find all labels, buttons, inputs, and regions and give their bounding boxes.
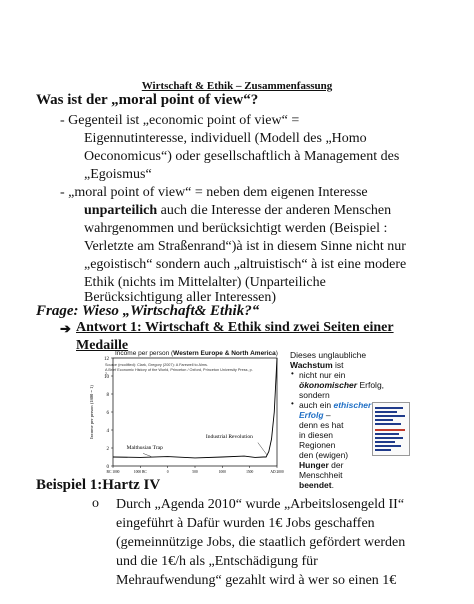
arrow-icon: ➔ [60,321,71,336]
bullet2-line1: - „moral point of view“ = neben dem eigenen Interesse [60,185,368,200]
x-tick-label: 0 [166,470,169,474]
side-b1-line2: ökonomischer Erfolg, [299,380,385,390]
bullet1-line4: „Egoismus“ [84,167,152,182]
y-tick-label: 12 [104,357,109,362]
side-b2-line1: auch ein ethischer [299,400,372,410]
y-tick-label: 4 [106,429,109,434]
y-tick-label: 6 [106,411,109,416]
heading-frage: Frage: Wieso „Wirtschaft& Ethik?“ [36,303,260,319]
antwort-line2: Medaille [76,338,129,353]
bullet1-line2: Eigennutinteresse, individuell (Modell des „Homo [84,131,367,146]
y-tick-label: 10 [104,375,109,380]
bullet2-bold-unparteilich: unparteilich [84,203,158,218]
beispiel-line2: eingeführt à Dafür wurden 1€ Jobs geschaffen [116,516,375,531]
sub-bullet-marker: o [92,496,99,511]
x-tick-label: 1000 [218,470,226,474]
side-b2-line6: den (ewigen) [299,450,349,460]
side-b2-line7: Hunger der [299,460,344,470]
beispiel-line1: Durch „Agenda 2010“ wurde „Arbeitslosengeld II“ [116,497,405,512]
antwort-line1: Antwort 1: Wirtschaft & Ethik sind zwei Seiten einer [76,320,394,335]
x-tick-label: BC 1000 [106,470,120,474]
bullet1-line1: - Gegenteil ist „economic point of view“ = [60,113,300,128]
bullet2-line5: „egoistisch“ sondern auch „altruistisch“ à ist eine modere [84,257,407,272]
annotation-malthusian-trap: Malthusian Trap [126,444,163,451]
side-b2-line5: Regionen [299,440,336,450]
bullet2-line7: Berücksichtigung aller Interessen) [84,290,277,305]
bullet2-line3: wahrgenommen und berücksichtigt werden (Beispiel : [84,221,388,236]
chart-title: Income per person (Western Europe & North America) [115,350,278,357]
side-b2-line8: Menschheit beendet. [299,470,343,490]
y-tick-label: 0 [106,465,109,470]
y-axis-label: Income per person (1800 = 1) [89,385,94,439]
x-tick-label: 500 [192,470,198,474]
x-tick-label: AD 2000 [270,470,284,474]
annotation-pointer-1 [143,453,151,456]
annotation-industrial-revolution: Industrial Revolution [205,434,253,441]
side-ethischer: ethischer [333,400,372,410]
side-b2-line3: denn es hat [299,420,344,430]
income-chart [85,350,285,475]
document-title: Wirtschaft & Ethik – Zusammenfassung [141,80,333,92]
bullet2-line2: unparteilich auch die Interesse der anderen Menschen [84,203,392,218]
y-tick-label: 2 [106,447,109,452]
x-tick-label: 1500 [246,470,254,474]
side-intro-line1: Dieses unglaubliche [290,350,367,360]
side-bold-beendet: beendet [299,480,332,490]
bullet2-line6: Ethik (nichts im Mittelalter) (Unparteiliche [84,275,326,290]
x-tick-label: 1000 BC [133,470,147,474]
y-tick-label: 8 [106,393,109,398]
side-b1-line1: nicht nur ein [299,370,346,380]
side-bullet-dot-2: • [291,399,294,408]
bullet2-line4: Verletzte am Straßenrand“)à ist in diesem Sinne nicht nur [84,239,406,254]
side-bullet-dot-1: • [291,369,294,378]
side-italic-oekonomischer: ökonomischer [299,380,358,390]
heading-moral-point-of-view: Was ist der „moral point of view“? [36,92,259,108]
side-intro-line2: Wachstum ist [290,360,344,370]
beispiel-line3: (gemeinnützige Jobs, die staatlich gefördert werden [116,535,406,550]
side-b2-line4: in diesen [299,430,334,440]
side-b2-line2: Erfolg – [299,410,331,420]
side-bold-wachstum: Wachstum [290,360,333,370]
annotation-pointer-2 [258,443,267,456]
heading-beispiel-1: Beispiel 1:Hartz IV [36,477,161,493]
beispiel-line4: und die 1€/h als „Entschädigung für [116,554,318,569]
chart-source: Source (modified): Clark, Gregory (2007): A Farewell to Alms. A Brief Economic History of the World, Princeton / Oxford, Princeton University Press, p. 2. [105,363,253,376]
beispiel-line5: Mehraufwendung“ gezahlt wird à wer so einen 1€ [116,573,397,588]
mini-table-image [372,402,410,456]
side-b1-line3: sondern [299,390,330,400]
bullet1-line3: Oeconomicus“) oder gesellschaftlich à Management des [84,149,400,164]
